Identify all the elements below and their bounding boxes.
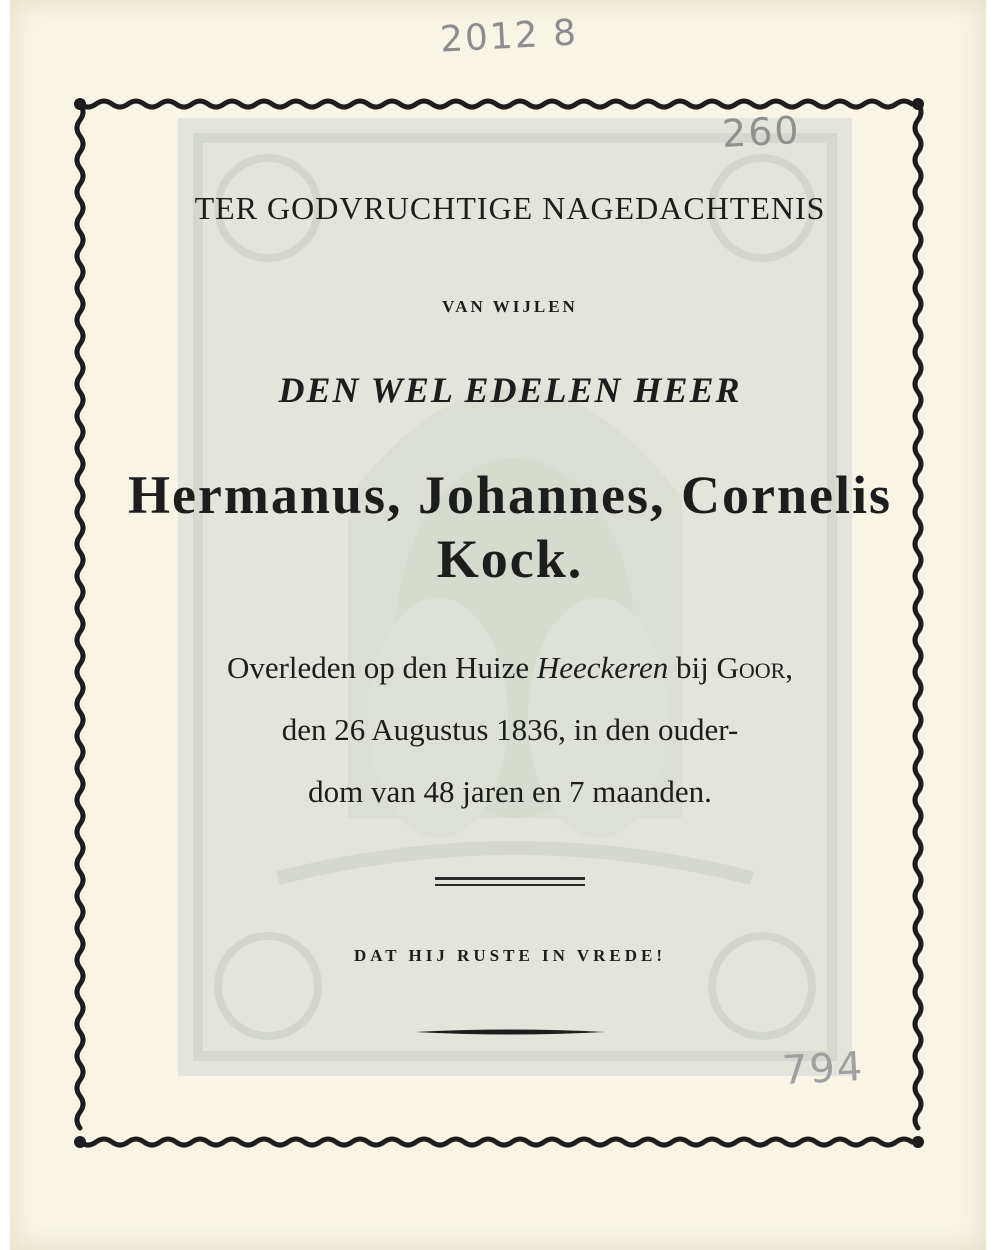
details-line-2: den 26 Augustus 1836, in den ouder-: [281, 712, 739, 747]
place-name: Heeckeren: [536, 650, 669, 685]
death-details: [110, 637, 910, 823]
van-wijlen: VAN WIJLEN: [442, 297, 578, 316]
border-wave: [80, 1139, 912, 1145]
details-text: Overleden op den Huize: [226, 650, 537, 685]
details-text: ,: [785, 650, 794, 685]
memorial-card: [10, 0, 986, 1250]
swell-rule-divider: [415, 1026, 605, 1038]
border-wave: [77, 104, 83, 1128]
border-corner: [74, 98, 86, 110]
honorific-title: DEN WEL EDELEN HEER: [278, 370, 742, 410]
border-corner: [912, 98, 924, 110]
card-text: [110, 180, 910, 1038]
details-text: bij: [668, 650, 717, 685]
deceased-name: [110, 463, 910, 591]
border-wave: [915, 104, 921, 1128]
border-wave: [80, 101, 912, 107]
pencil-note-bottom: 794: [780, 1043, 866, 1095]
border-corner: [74, 1136, 86, 1148]
double-rule-divider: [435, 877, 585, 886]
closing-prayer: DAT HIJ RUSTE IN VREDE!: [353, 946, 667, 965]
details-line-3: dom van 48 jaren en 7 maanden.: [308, 774, 712, 809]
pencil-note-right: 260: [720, 107, 802, 157]
border-corner: [912, 1136, 924, 1148]
heading: TER GODVRUCHTIGE NAGEDACHTENIS: [194, 190, 826, 226]
name-line-1: Hermanus, Johannes, Cornelis: [127, 465, 893, 525]
name-line-2: Kock.: [436, 529, 584, 589]
details-line-1: [110, 637, 910, 699]
pencil-note-top: 2012 8: [439, 12, 579, 61]
town-name: Goor: [716, 650, 786, 685]
